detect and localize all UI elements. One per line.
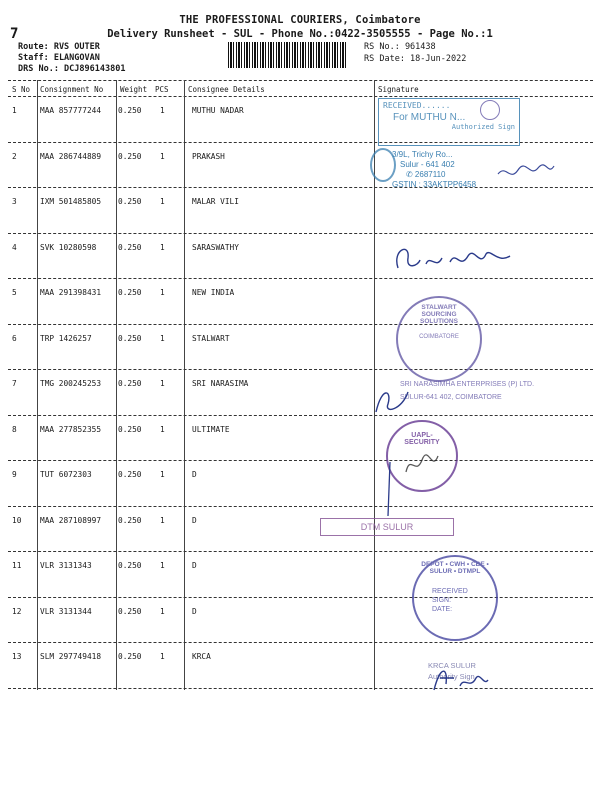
signature-row7 <box>372 382 412 418</box>
row-sno: 10 <box>12 515 22 525</box>
rs-number: RS No.: 961438 <box>364 42 436 52</box>
row-consignee: D <box>192 606 197 616</box>
header-bottom-rule <box>8 96 593 97</box>
table-row <box>0 328 600 372</box>
row-consignment-no: VLR 3131344 <box>40 606 92 616</box>
signature-row13 <box>430 664 490 694</box>
row-consignment-no: MAA 291398431 <box>40 288 102 297</box>
row-sno: 12 <box>12 606 22 616</box>
row-sno: 13 <box>12 652 22 661</box>
row-separator <box>8 233 593 234</box>
stalwart-stamp-text: STALWART SOURCING SOLUTIONS <box>420 304 458 325</box>
initial-circle <box>480 100 500 120</box>
row-consignment-no: TRP 1426257 <box>40 333 92 343</box>
row-sno: 11 <box>12 561 22 570</box>
row-consignee: MUTHU NADAR <box>192 106 244 115</box>
header-top-rule <box>8 80 593 81</box>
drs-number: DRS No.: DCJ896143801 <box>18 64 126 74</box>
row-weight: 0.250 <box>118 242 142 252</box>
row-consignee: D <box>192 515 197 525</box>
depot-center-line2: SIGN: <box>432 597 452 604</box>
narasima-stamp <box>400 378 580 404</box>
dtm-sulur-stamp <box>320 518 454 536</box>
row-pcs: 1 <box>160 288 165 297</box>
row-sno: 1 <box>12 106 17 115</box>
row-weight: 0.250 <box>118 151 142 161</box>
signature-stroke <box>378 460 398 520</box>
row-sno: 9 <box>12 470 17 479</box>
row-pcs: 1 <box>160 379 165 388</box>
table-row <box>0 555 600 599</box>
depot-center-line3: DATE: <box>432 606 453 613</box>
row-consignment-no: MAA 287108997 <box>40 515 102 525</box>
col-header-signature: Signature <box>378 85 419 94</box>
row-consignee: STALWART <box>192 333 230 343</box>
row-sno: 2 <box>12 151 17 161</box>
row-sno: 8 <box>12 424 17 434</box>
row-weight: 0.250 <box>118 424 142 434</box>
row-pcs: 1 <box>160 197 165 206</box>
row-weight: 0.250 <box>118 606 142 616</box>
gstin: GSTIN : 33AKTPP6458 <box>392 180 477 189</box>
col-header-sno: S No <box>12 85 31 94</box>
received-stamp-line2: For MUTHU N... <box>393 112 466 123</box>
row-consignee: PRAKASH <box>192 151 225 161</box>
table-row <box>0 419 600 463</box>
barcode <box>228 42 348 68</box>
row-weight: 0.250 <box>118 379 142 388</box>
row-consignment-no: MAA 286744889 <box>40 151 102 161</box>
row-sno: 7 <box>12 379 17 388</box>
row-sno: 5 <box>12 288 17 297</box>
row-separator <box>8 369 593 370</box>
row-consignee: KRCA <box>192 652 211 661</box>
row-consignment-no: TUT 6072303 <box>40 470 92 479</box>
row-weight: 0.250 <box>118 515 142 525</box>
col-header-pcs: PCS <box>155 85 169 94</box>
narasima-line2: SULUR-641 402, COIMBATORE <box>400 394 502 401</box>
row-consignee: ULTIMATE <box>192 424 230 434</box>
row-consignment-no: MAA 857777244 <box>40 106 102 115</box>
row-separator <box>8 642 593 643</box>
dtm-stamp-text: DTM SULUR <box>360 522 414 532</box>
row-consignee: SRI NARASIMA <box>192 379 249 388</box>
table-row <box>0 282 600 326</box>
row-separator <box>8 415 593 416</box>
address-line1: 3/9L, Trichy Ro... <box>392 150 453 159</box>
row-separator <box>8 688 593 689</box>
depot-ring-text: DEPOT • CWH • CBE • SULUR • DTMPL <box>421 561 489 575</box>
row-consignee: NEW INDIA <box>192 288 235 297</box>
row-consignee: D <box>192 561 197 570</box>
row-weight: 0.250 <box>118 470 142 479</box>
row-pcs: 1 <box>160 333 165 343</box>
staff-label: Staff: ELANGOVAN <box>18 53 100 63</box>
row-consignee: D <box>192 470 197 479</box>
row-weight: 0.250 <box>118 106 142 115</box>
row-weight: 0.250 <box>118 288 142 297</box>
row-pcs: 1 <box>160 561 165 570</box>
row-pcs: 1 <box>160 151 165 161</box>
received-stamp-line1: RECEIVED...... <box>383 101 451 110</box>
table-row <box>0 191 600 235</box>
krca-line2: Authority Sign <box>428 672 475 681</box>
rs-date: RS Date: 18-Jun-2022 <box>364 54 467 64</box>
row-separator <box>8 187 593 188</box>
row-separator <box>8 597 593 598</box>
col-header-consignee: Consignee Details <box>188 85 265 94</box>
route-label: Route: RVS OUTER <box>18 42 100 52</box>
row-sno: 4 <box>12 242 17 252</box>
stalwart-stamp-city: COIMBATORE <box>419 334 459 340</box>
row-consignment-no: VLR 3131343 <box>40 561 92 570</box>
col-header-consignment: Consignment No <box>40 85 104 94</box>
row-separator <box>8 460 593 461</box>
row-consignee: SARASWATHY <box>192 242 239 252</box>
row-pcs: 1 <box>160 470 165 479</box>
row-weight: 0.250 <box>118 561 142 570</box>
row-pcs: 1 <box>160 515 165 525</box>
row-consignee: MALAR VILI <box>192 197 239 206</box>
krca-line1: KRCA SULUR <box>428 661 476 670</box>
received-stamp-line3: Authorized Sign <box>451 123 515 131</box>
row-separator <box>8 551 593 552</box>
runsheet-title: Delivery Runsheet - SUL - Phone No.:0422-3505555 - Page No.:1 <box>107 28 493 40</box>
company-title: THE PROFESSIONAL COURIERS, Coimbatore <box>179 14 421 26</box>
narasima-line1: SRI NARASIMHA ENTERPRISES (P) LTD. <box>400 381 535 388</box>
signature-row2 <box>496 160 556 186</box>
stalwart-stamp <box>396 296 482 382</box>
row-sno: 3 <box>12 197 17 206</box>
col-header-weight: Weight <box>120 85 148 94</box>
row-sno: 6 <box>12 333 17 343</box>
row-pcs: 1 <box>160 106 165 115</box>
row-pcs: 1 <box>160 242 165 252</box>
uapl-stamp-text: UAPL-SECURITY <box>404 432 440 446</box>
row-pcs: 1 <box>160 424 165 434</box>
signature-row4 <box>390 240 520 280</box>
row-consignment-no: IXM 501485805 <box>40 197 102 206</box>
table-row <box>0 464 600 508</box>
row-consignment-no: MAA 277852355 <box>40 424 102 434</box>
row-weight: 0.250 <box>118 652 142 661</box>
row-consignment-no: SLM 297749418 <box>40 652 102 661</box>
address-stamp <box>392 150 476 190</box>
row-pcs: 1 <box>160 652 165 661</box>
row-consignment-no: TMG 200245253 <box>40 379 102 388</box>
row-separator <box>8 506 593 507</box>
address-line2: Sulur - 641 402 <box>400 160 455 169</box>
table-row <box>0 510 600 554</box>
address-line3: ✆ 2687110 <box>406 170 446 179</box>
row-consignment-no: SVK 10280598 <box>40 242 97 252</box>
depot-stamp <box>412 555 498 641</box>
depot-center-line1: RECEIVED <box>432 588 468 595</box>
row-separator <box>8 324 593 325</box>
row-weight: 0.250 <box>118 333 142 343</box>
row-pcs: 1 <box>160 606 165 616</box>
corner-mark: 7 <box>10 26 19 42</box>
table-row <box>0 601 600 645</box>
row-weight: 0.250 <box>118 197 142 206</box>
